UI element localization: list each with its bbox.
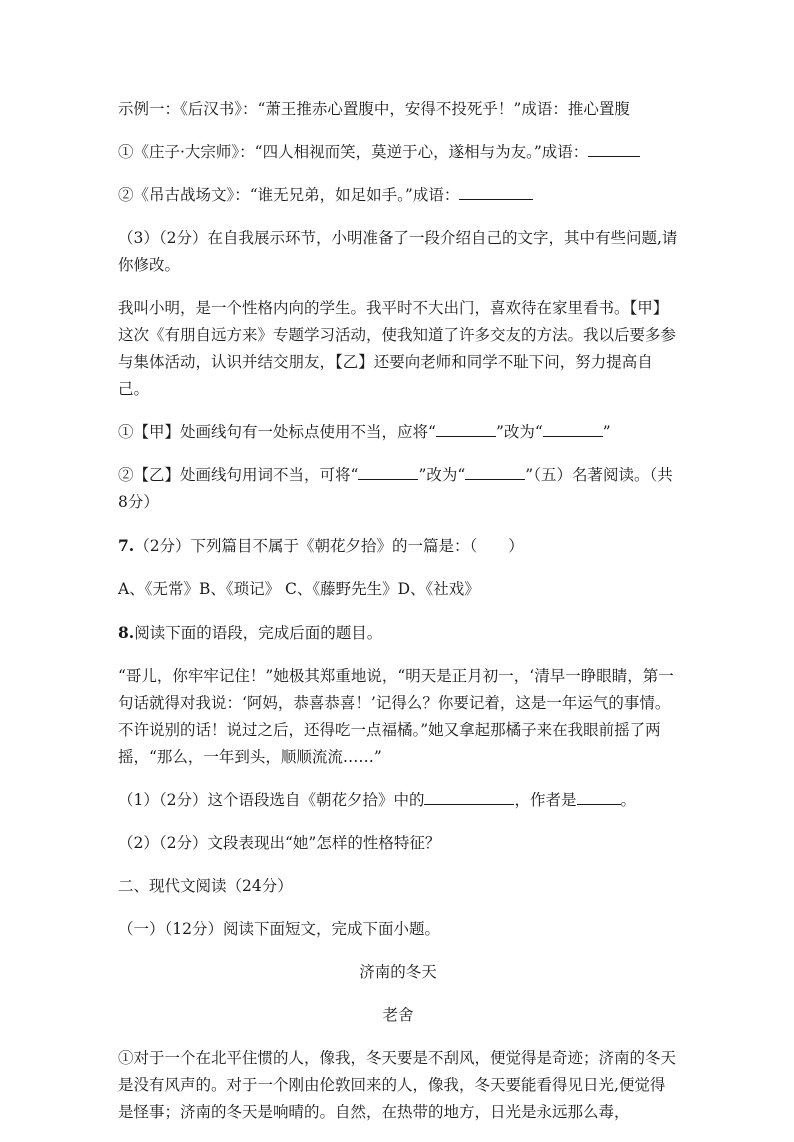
idiom-item-2: ②《吊古战场文》：“谁无兄弟，如足如手。”成语： <box>118 182 678 209</box>
question-3-sub-2: ②【乙】处画线句用词不当，可将“ ”改为“ ”（五）名著阅读。（共8分） <box>118 462 678 516</box>
article-paragraph-1: ①对于一个在北平住惯的人，像我，冬天要是不刮风，便觉得是奇迹；济南的冬天是没有风声的。对于一个刚由伦敦回来的人，像我，冬天要能看得见日光,便觉得是怪事；济南的冬天是响晴的。自然，在热带的地方，日光是永远那么毒， <box>118 1049 677 1121</box>
answer-blank[interactable] <box>424 788 514 805</box>
question-8-sub-2: （2）（2分）文段表现出“她”怎样的性格特征？ <box>118 834 441 852</box>
question-7-options: A、《无常》B、《琐记》 C、《藤野先生》D、《社戏》 <box>118 580 480 598</box>
question-8: 8.阅读下面的语段，完成后面的题目。 <box>118 623 383 642</box>
question-3-prompt: （3）（2分）在自我展示环节，小明准备了一段介绍自己的文字，其中有些问题,请你修改。 <box>118 229 678 274</box>
answer-blank[interactable] <box>465 463 525 480</box>
section-2-part-1: （一）（12分）阅读下面短文，完成下面小题。 <box>118 920 440 938</box>
answer-blank[interactable] <box>459 183 533 200</box>
answer-blank[interactable] <box>358 463 418 480</box>
article-author: 老舍 <box>382 1006 414 1024</box>
idiom-item-1: ①《庄子·大宗师》：“四人相视而笑，莫逆于心，遂相与为友。”成语： <box>118 139 678 166</box>
section-2-heading: 二、现代文阅读（24分） <box>118 877 293 895</box>
question-3-passage: 我叫小明，是一个性格内向的学生。我平时不大出门，喜欢待在家里看书。【甲】这次《有朋自远方来》专题学习活动，使我知道了许多交友的方法。我以后要多参与集体活动，认识并结交朋友，【乙】还要向老师和同学不耻下问，努力提高自己。 <box>118 299 677 398</box>
answer-blank[interactable] <box>436 420 496 437</box>
question-8-passage: “哥儿，你牢牢记住！”她极其郑重地说，“明天是正月初一，‘清早一睁眼睛，第一句话就得对我说：‘阿妈，恭喜恭喜！’记得么？你要记着，这是一年运气的事情。不许说别的话！说过之后，还得吃一点福橘。”她又拿起那橘子来在我眼前摇了两摇，“那么，一年到头，顺顺流流……” <box>118 667 674 766</box>
question-7: 7.（2分）下列篇目不属于《朝花夕拾》的一篇是：（ ） <box>118 536 524 555</box>
idiom-example: 示例一：《后汉书》：“萧王推赤心置腹中，安得不投死乎！”成语：推心置腹 <box>118 100 630 118</box>
answer-blank[interactable] <box>588 140 640 157</box>
answer-blank[interactable] <box>577 788 621 805</box>
question-3-sub-1: ①【甲】处画线句有一处标点使用不当，应将“ ”改为“ ” <box>118 419 678 446</box>
article-title: 济南的冬天 <box>359 963 437 981</box>
question-8-sub-1: （1）（2分）这个语段选自《朝花夕拾》中的 ，作者是 。 <box>118 787 678 814</box>
answer-blank[interactable] <box>543 420 603 437</box>
document-page <box>118 96 678 1142</box>
